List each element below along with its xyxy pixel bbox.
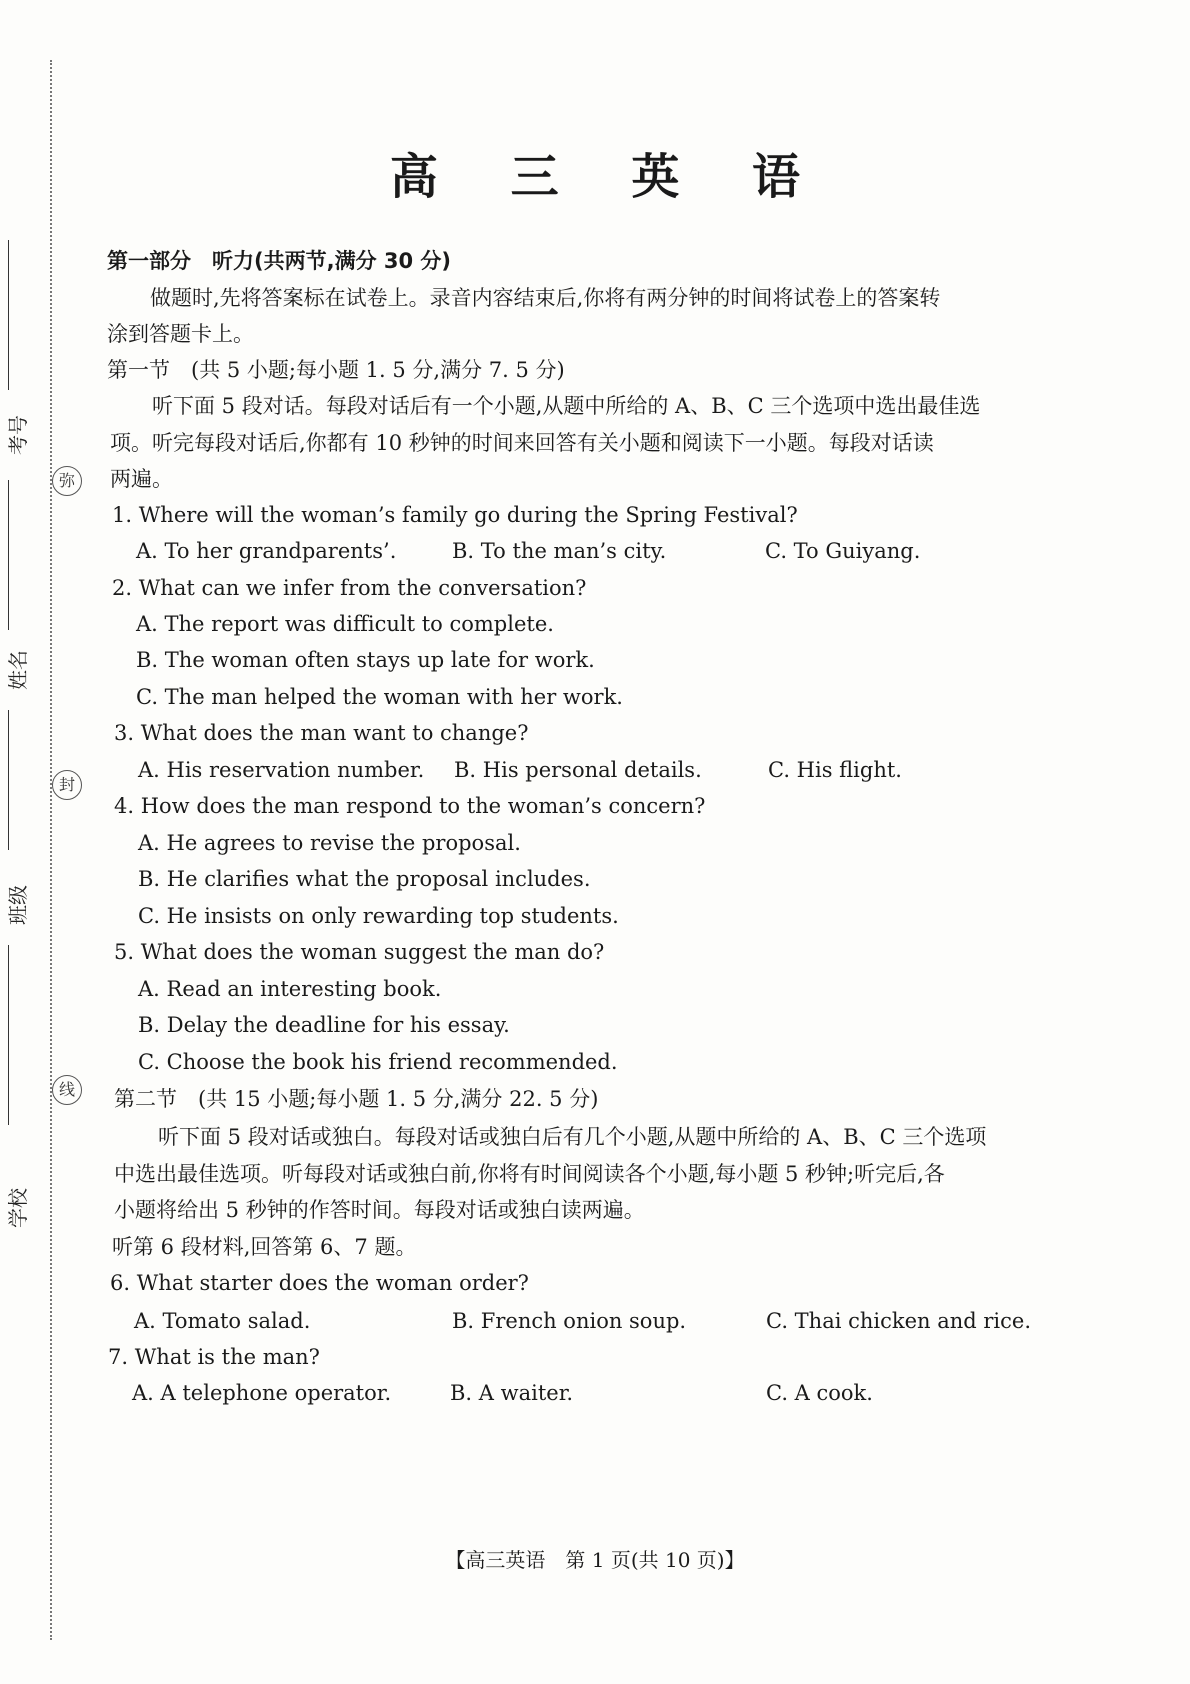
school-label: 学校	[6, 1188, 30, 1228]
q1-option-c: C. To Guiyang.	[765, 539, 921, 563]
seal-mark-xian: 线	[52, 1075, 82, 1105]
section2-heading: 第二节 (共 15 小题;每小题 1. 5 分,满分 22. 5 分)	[114, 1087, 599, 1111]
q5-stem: 5. What does the woman suggest the man do?	[114, 940, 605, 964]
page-footer: 【高三英语 第 1 页(共 10 页)】	[445, 1548, 745, 1572]
q2-option-c: C. The man helped the woman with her work.	[136, 685, 623, 709]
section2-intro-line3: 小题将给出 5 秒钟的作答时间。每段对话或独白读两遍。	[114, 1198, 645, 1222]
q5-option-b: B. Delay the deadline for his essay.	[138, 1013, 510, 1037]
seal-mark-mi: 弥	[52, 466, 82, 496]
q7-stem: 7. What is the man?	[108, 1345, 320, 1369]
q7-option-a: A. A telephone operator.	[132, 1381, 392, 1405]
q7-option-c: C. A cook.	[766, 1381, 873, 1405]
q2-option-a: A. The report was difficult to complete.	[136, 612, 554, 636]
part1-intro-line2: 涂到答题卡上。	[107, 322, 254, 346]
q3-stem: 3. What does the man want to change?	[114, 721, 529, 745]
q1-option-a: A. To her grandparents’.	[136, 539, 397, 563]
section1-intro-line3: 两遍。	[110, 467, 173, 491]
part1-heading: 第一部分 听力(共两节,满分 30 分)	[107, 249, 452, 273]
q1-stem: 1. Where will the woman’s family go during the Spring Festival?	[112, 503, 798, 527]
seal-mark-feng: 封	[52, 770, 82, 800]
q3-option-a: A. His reservation number.	[138, 758, 425, 782]
section1-intro-line1: 听下面 5 段对话。每段对话后有一个小题,从题中所给的 A、B、C 三个选项中选出最佳选	[152, 394, 981, 418]
q4-option-a: A. He agrees to revise the proposal.	[138, 831, 521, 855]
exam-number-line	[8, 240, 9, 390]
class-label: 班级	[6, 885, 30, 925]
q5-option-a: A. Read an interesting book.	[138, 977, 442, 1001]
page-title: 高 三 英 语	[389, 149, 829, 205]
q6-option-c: C. Thai chicken and rice.	[766, 1309, 1032, 1333]
material-6-instruction: 听第 6 段材料,回答第 6、7 题。	[112, 1235, 417, 1259]
q3-option-c: C. His flight.	[768, 758, 902, 782]
school-line	[8, 945, 9, 1125]
q4-option-c: C. He insists on only rewarding top students.	[138, 904, 619, 928]
q5-option-c: C. Choose the book his friend recommended.	[138, 1050, 618, 1074]
binding-margin	[0, 0, 80, 1684]
q6-option-a: A. Tomato salad.	[134, 1309, 311, 1333]
seal-dashed-line	[50, 60, 52, 1640]
exam-number-label: 考号	[6, 415, 30, 455]
q6-stem: 6. What starter does the woman order?	[110, 1271, 529, 1295]
name-label: 姓名	[6, 650, 30, 690]
section2-intro-line2: 中选出最佳选项。听每段对话或独白前,你将有时间阅读各个小题,每小题 5 秒钟;听完后,各	[114, 1162, 945, 1186]
section1-heading: 第一节 (共 5 小题;每小题 1. 5 分,满分 7. 5 分)	[107, 358, 565, 382]
q2-stem: 2. What can we infer from the conversation?	[112, 576, 587, 600]
q6-option-b: B. French onion soup.	[452, 1309, 687, 1333]
class-line	[8, 710, 9, 850]
q4-option-b: B. He clarifies what the proposal includes.	[138, 867, 591, 891]
q2-option-b: B. The woman often stays up late for work.	[136, 648, 595, 672]
name-line	[8, 480, 9, 630]
section1-intro-line2: 项。听完每段对话后,你都有 10 秒钟的时间来回答有关小题和阅读下一小题。每段对话读	[110, 431, 934, 455]
q1-option-b: B. To the man’s city.	[452, 539, 667, 563]
section2-intro-line1: 听下面 5 段对话或独白。每段对话或独白后有几个小题,从题中所给的 A、B、C 三个选项	[158, 1125, 987, 1149]
q3-option-b: B. His personal details.	[454, 758, 702, 782]
q7-option-b: B. A waiter.	[450, 1381, 574, 1405]
q4-stem: 4. How does the man respond to the woman’s concern?	[114, 794, 706, 818]
part1-intro-line1: 做题时,先将答案标在试卷上。录音内容结束后,你将有两分钟的时间将试卷上的答案转	[150, 286, 941, 310]
